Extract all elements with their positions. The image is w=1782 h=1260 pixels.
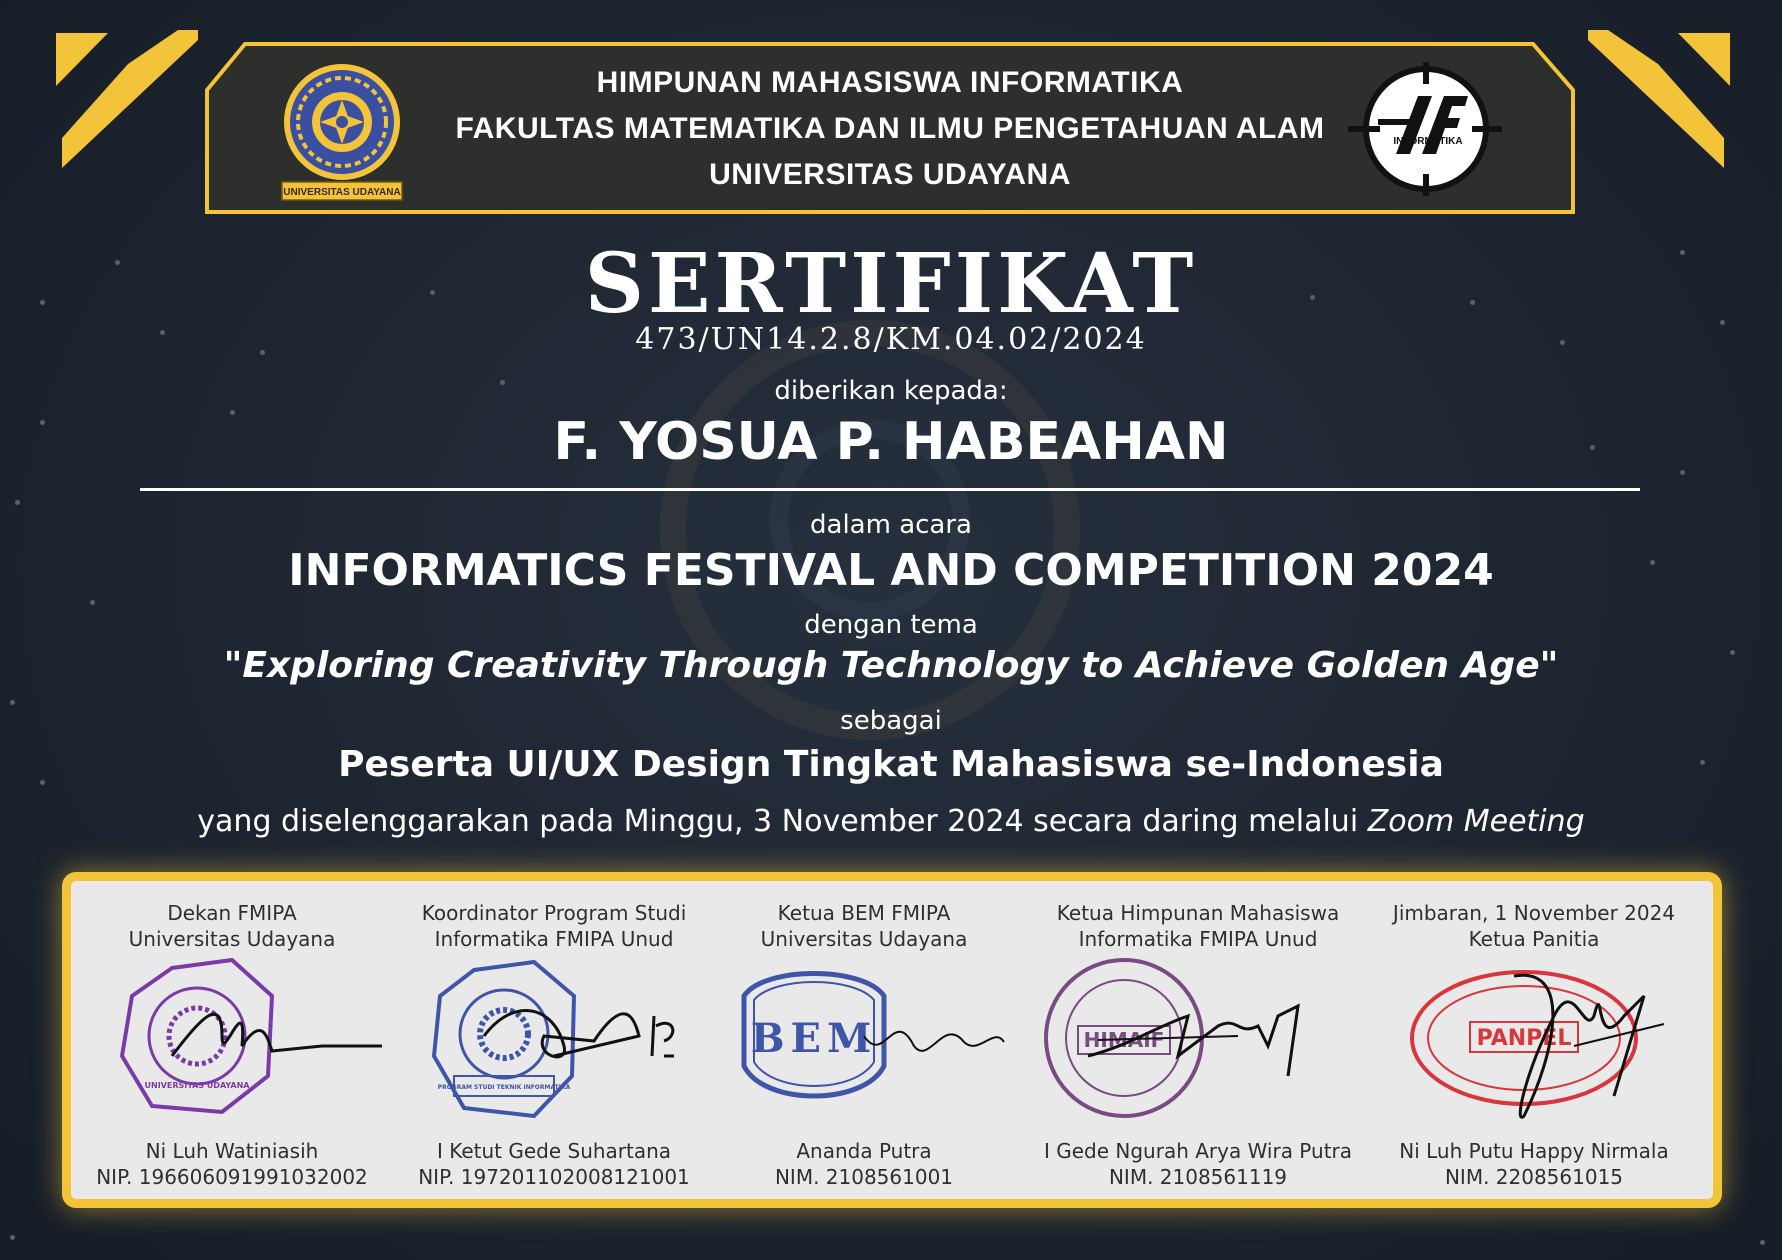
name-underline bbox=[140, 488, 1640, 491]
himaif-logo-caption: INFORMATIKA bbox=[1393, 136, 1463, 147]
event-held-text: yang diselenggarakan pada Minggu, 3 November 2024 secara daring melalui bbox=[197, 804, 1359, 839]
dean-stamp-and-signature bbox=[72, 956, 392, 1138]
signer-subtitle: Informatika FMIPA Unud bbox=[1078, 927, 1318, 951]
signer-name: I Gede Ngurah Arya Wira Putra bbox=[1043, 1139, 1353, 1163]
coordinator-stamp-and-signature bbox=[394, 956, 714, 1138]
bem-stamp-text: BEM bbox=[750, 1015, 878, 1062]
recipient-name: F. YOSUA P. HABEAHAN bbox=[553, 412, 1229, 472]
signer-name: Ni Luh Putu Happy Nirmala bbox=[1399, 1139, 1669, 1163]
event-label: dalam acara bbox=[810, 510, 972, 540]
certificate-title: SERTIFIKAT bbox=[584, 236, 1198, 332]
theme-label: dengan tema bbox=[804, 610, 978, 640]
coordinator-stamp-text: PROGRAM STUDI TEKNIK INFORMATIKA bbox=[437, 1084, 571, 1091]
signer-name: Ni Luh Watiniasih bbox=[145, 1139, 319, 1163]
signer-title: Jimbaran, 1 November 2024 bbox=[1392, 901, 1676, 925]
given-to-label: diberikan kepada: bbox=[774, 376, 1008, 406]
background-dot bbox=[15, 500, 20, 505]
signer-title: Dekan FMIPA bbox=[167, 901, 297, 925]
signer-dean bbox=[72, 900, 392, 1190]
event-medium: Zoom Meeting bbox=[1367, 804, 1585, 839]
himpunan-stamp-text: HIMAIF bbox=[1083, 1028, 1165, 1052]
signer-name: Ananda Putra bbox=[796, 1139, 932, 1163]
signer-subtitle: Universitas Udayana bbox=[760, 927, 968, 951]
background-dot bbox=[90, 600, 95, 605]
signer-subtitle: Ketua Panitia bbox=[1468, 927, 1600, 951]
signer-bem-chair bbox=[704, 900, 1024, 1190]
signer-id: NIM. 2208561015 bbox=[1444, 1165, 1624, 1189]
signature-stamp-area bbox=[394, 956, 714, 1138]
dean-stamp-text: UNIVERSITAS UDAYANA bbox=[144, 1081, 250, 1090]
bem-stamp-and-signature bbox=[704, 956, 1024, 1138]
signer-subtitle: Informatika FMIPA Unud bbox=[434, 927, 674, 951]
faculty-line: FAKULTAS MATEMATIKA DAN ILMU PENGETAHUAN ALAM bbox=[455, 112, 1325, 145]
signer-name: I Ketut Gede Suhartana bbox=[436, 1139, 672, 1163]
organization-line: HIMPUNAN MAHASISWA INFORMATIKA bbox=[596, 66, 1184, 99]
signer-program-coordinator bbox=[394, 900, 714, 1190]
background-dot bbox=[10, 700, 15, 705]
signature-stamp-area bbox=[72, 956, 392, 1138]
himpunan-stamp-and-signature bbox=[1038, 956, 1358, 1138]
event-theme: "Exploring Creativity Through Technology to Achieve Golden Age" bbox=[223, 645, 1559, 686]
committee-stamp-and-signature bbox=[1374, 956, 1694, 1138]
background-dot bbox=[1760, 1240, 1765, 1245]
signer-id: NIP. 196606091991032002 bbox=[96, 1165, 368, 1189]
signer-id: NIM. 2108561001 bbox=[774, 1165, 954, 1189]
signature-stamp-area bbox=[704, 956, 1024, 1138]
committee-stamp-text: PANPEL bbox=[1476, 1026, 1572, 1051]
university-line: UNIVERSITAS UDAYANA bbox=[709, 158, 1071, 191]
background-dot bbox=[10, 1235, 15, 1240]
certificate-number: 473/UN14.2.8/KM.04.02/2024 bbox=[635, 322, 1147, 357]
signer-title: Ketua Himpunan Mahasiswa bbox=[1056, 901, 1340, 925]
organization-heading bbox=[380, 60, 1400, 198]
unud-logo-caption: UNIVERSITAS UDAYANA bbox=[283, 187, 401, 198]
event-name: INFORMATICS FESTIVAL AND COMPETITION 2024 bbox=[288, 545, 1494, 596]
corner-ornament-left bbox=[48, 28, 218, 168]
signer-id: NIM. 2108561119 bbox=[1108, 1165, 1288, 1189]
corner-ornament-right bbox=[1568, 28, 1738, 168]
role-label: sebagai bbox=[840, 706, 942, 736]
signer-himpunan-chair bbox=[1038, 900, 1358, 1190]
signer-id: NIP. 197201102008121001 bbox=[418, 1165, 690, 1189]
signer-committee-chair bbox=[1374, 900, 1694, 1190]
signer-subtitle: Universitas Udayana bbox=[128, 927, 336, 951]
participant-role: Peserta UI/UX Design Tingkat Mahasiswa se-Indonesia bbox=[338, 744, 1444, 785]
signer-title: Koordinator Program Studi bbox=[421, 901, 687, 925]
event-held-statement bbox=[0, 804, 1782, 839]
signature-stamp-area bbox=[1374, 956, 1694, 1138]
signature-stamp-area bbox=[1038, 956, 1358, 1138]
signer-title: Ketua BEM FMIPA bbox=[777, 901, 951, 925]
